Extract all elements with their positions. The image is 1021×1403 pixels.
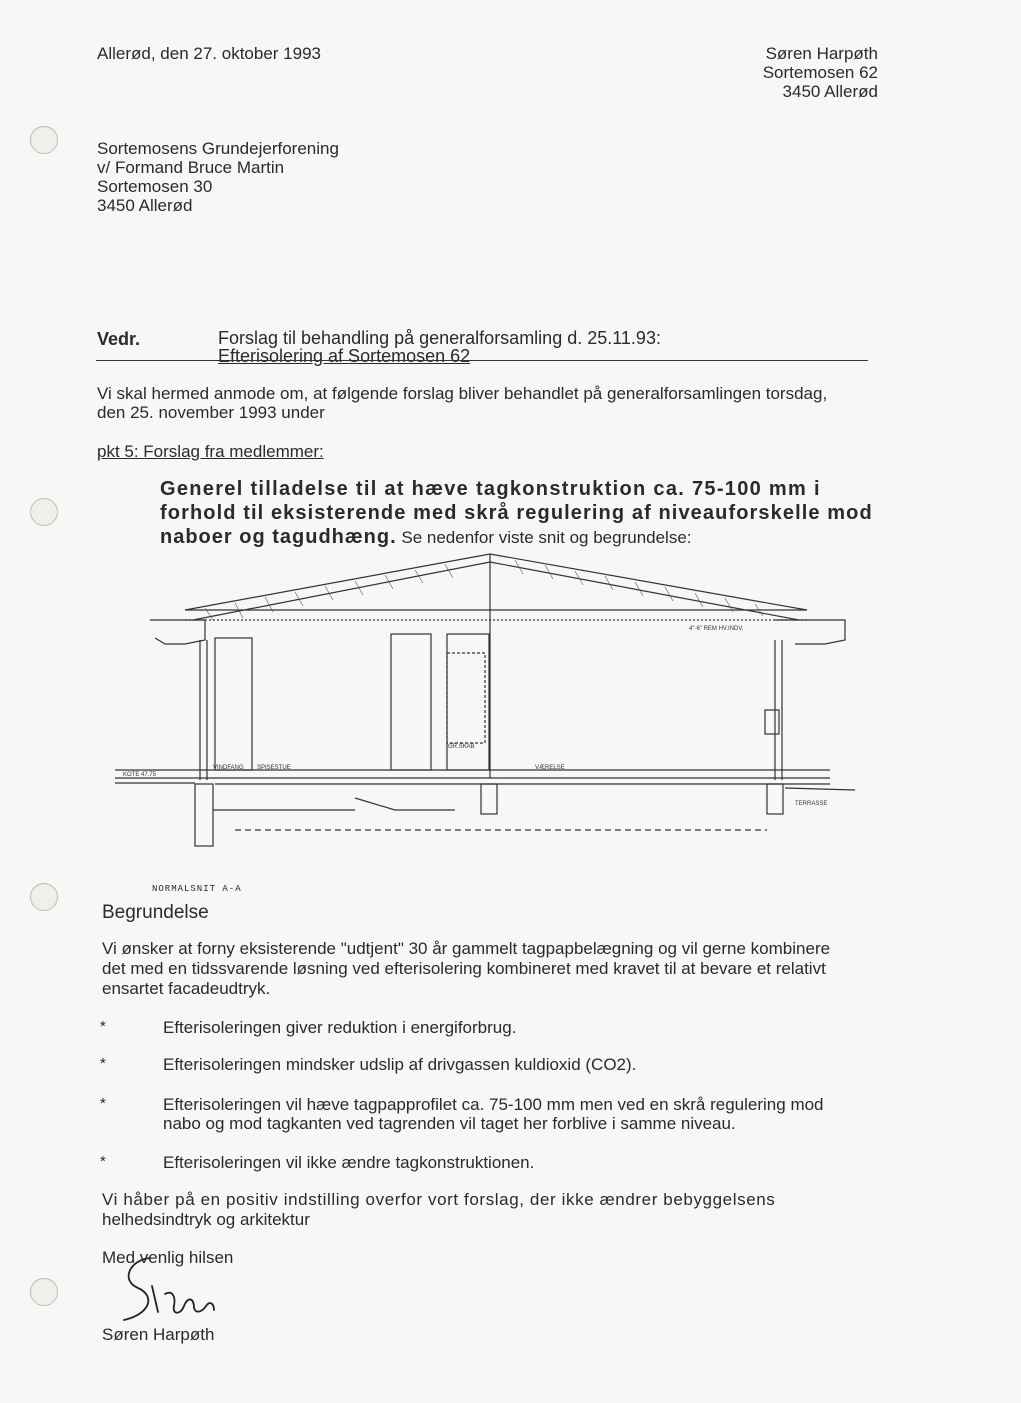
paragraph-line: ensartet facadeudtryk.	[102, 979, 271, 998]
greeting: Med venlig hilsen	[102, 1248, 234, 1267]
proposal-line: Generel tilladelse til at hæve tagkonstruktion ca. 75-100 mm i	[160, 478, 821, 500]
label-terrasse: TERRASSE	[795, 801, 828, 807]
punch-hole	[30, 1278, 58, 1306]
date-line: Allerød, den 27. oktober 1993	[97, 44, 321, 63]
justification-paragraph	[102, 939, 830, 999]
agenda-point: pkt 5: Forslag fra medlemmer:	[97, 442, 324, 461]
label-wall-note: 4"·6" REM HV.INDV.	[689, 626, 744, 632]
punch-hole	[30, 498, 58, 526]
recipient-line: Sortemosens Grundejerforening	[97, 139, 339, 158]
paragraph-line: Vi ønsker at forny eksisterende "udtjent" 30 år gammelt tagpapbelægning og vil gerne kombinere	[102, 939, 831, 958]
intro-line: den 25. november 1993 under	[97, 403, 325, 422]
label-vaerelse: VÆRELSE	[535, 765, 565, 771]
bullet-item: Efterisoleringen vil ikke ændre tagkonstruktionen.	[163, 1153, 535, 1172]
proposal-line-3	[160, 525, 873, 550]
closing-line: helhedsindtryk og arkitektur	[102, 1210, 310, 1229]
sender-name: Søren Harpøth	[765, 44, 878, 63]
drawing-caption: NORMALSNIT A-A	[152, 884, 242, 894]
subject-label: Vedr.	[97, 329, 141, 349]
closing-text	[102, 1190, 775, 1230]
section-drawing	[95, 548, 925, 908]
bullet-item: Efterisoleringen vil hæve tagpapprofilet ca. 75-100 mm men ved en skrå regulering mod	[163, 1095, 824, 1114]
justification-heading: Begrundelse	[102, 902, 209, 923]
label-cabinet: GR.SKAB	[448, 744, 475, 750]
label-spisestue: SPISESTUE	[257, 765, 291, 771]
bullet-mark: *	[100, 1018, 106, 1035]
proposal-line-bold: naboer og tagudhæng.	[160, 526, 397, 548]
label-vindfang: VINDFANG	[213, 765, 244, 771]
signature-name: Søren Harpøth	[102, 1325, 215, 1344]
bullet-item: Efterisoleringen giver reduktion i energiforbrug.	[163, 1018, 517, 1037]
subject-topic: Efterisolering af Sortemosen 62	[218, 346, 471, 366]
roof-inner	[193, 562, 799, 620]
intro-line: Vi skal hermed anmode om, at følgende forslag bliver behandlet på generalforsamlingen torsdag,	[97, 384, 828, 403]
sender-street: Sortemosen 62	[762, 63, 878, 82]
subject-rule	[96, 360, 868, 361]
subject-title: Forslag til behandling på generalforsamling d. 25.11.93:	[218, 328, 661, 348]
paragraph-line: det med en tidssvarende løsning ved efterisolering kombineret med kravet til at bevare et relativt	[102, 959, 826, 978]
recipient-line: Sortemosen 30	[97, 177, 213, 196]
recipient-line: v/ Formand Bruce Martin	[97, 158, 285, 177]
sender-address	[740, 44, 878, 101]
proposal-line: forhold til eksisterende med skrå regulering af niveauforskelle mod	[160, 502, 873, 524]
proposal-text	[160, 477, 873, 550]
punch-hole	[30, 883, 58, 911]
label-terrain: KOTE 47.75	[123, 772, 157, 778]
roof-outline	[185, 554, 807, 610]
punch-hole	[30, 126, 58, 154]
bullet-item: Efterisoleringen mindsker udslip af drivgassen kuldioxid (CO2).	[163, 1055, 637, 1074]
bullet-mark: *	[100, 1055, 106, 1072]
recipient-line: 3450 Allerød	[97, 196, 193, 215]
bullet-mark: *	[100, 1095, 106, 1112]
closing-line: Vi håber på en positiv indstilling overfor vort forslag, der ikke ændrer bebyggelsens	[102, 1190, 776, 1209]
bullet-item-cont: nabo og mod tagkanten ved tagrenden vil taget her forblive i samme niveau.	[163, 1114, 736, 1133]
bullet-mark: *	[100, 1153, 106, 1170]
proposal-line-normal: Se nedenfor viste snit og begrundelse:	[396, 528, 692, 547]
recipient-address	[97, 139, 339, 215]
handwritten-signature	[110, 1250, 230, 1330]
sender-city: 3450 Allerød	[782, 82, 878, 101]
